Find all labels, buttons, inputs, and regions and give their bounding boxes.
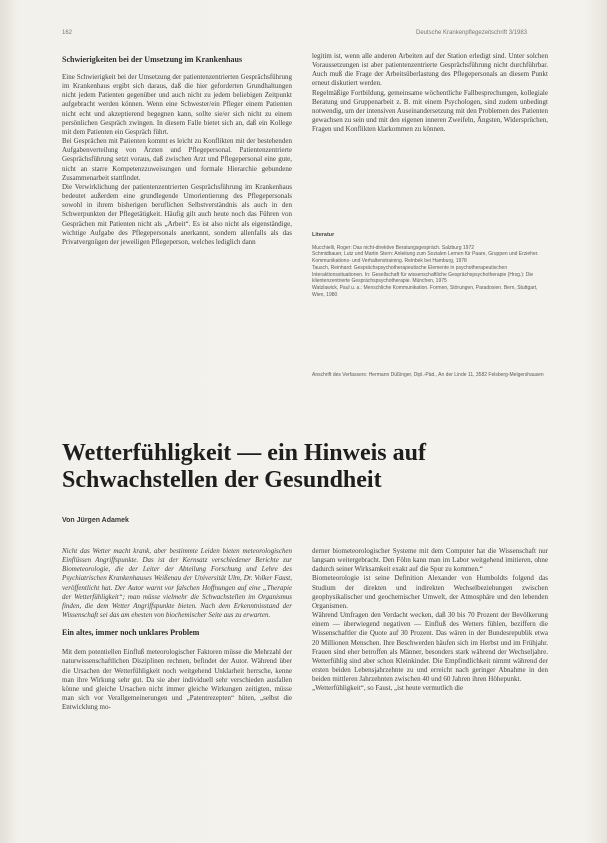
article2-subheading: Ein altes, immer noch unklares Problem bbox=[62, 628, 200, 638]
reference-item: Watzlawick, Paul u. a.: Menschliche Kommunikation. Formen, Störungen, Paradoxien. Bern, Stuttgart, Wien, 1980 bbox=[312, 284, 538, 298]
article2-column-2 bbox=[312, 547, 548, 694]
literature-heading: Literatur bbox=[312, 232, 335, 238]
author-address: Anschrift des Verfassers: Hermann Düßinger, Dipl.-Päd., An der Linde 11, 3582 Felsberg-Melgershausen bbox=[312, 372, 544, 378]
article2-col2-paragraph: derner biometeorologischer Systeme mit dem Computer hat die Wissenschaft nur langsam weitergebracht. Den Föhn kann man im Labor weitgehend imitieren, ohne dadurch seiner Wirksamkeit exakt auf die Spur zu kommen.“ bbox=[312, 547, 548, 574]
article2-column-1 bbox=[62, 547, 292, 712]
article1-column-2 bbox=[312, 52, 548, 134]
article2-col1-body: Mit dem potentiellen Einfluß meteorologischer Faktoren müsse die Mehrzahl der naturwissenschaftlichen Disziplinen rechnen, befindet der Autor. Während über die Ursachen der Wetterfühligkeit noch weitgehend Unklarheit herrsche, kenne man ihre Wirkung sehr gut. Da sie aber individuell sehr verschieden ausfallen könne und gleiche Ursachen nicht immer gleiche Wirkungen zeitigten, müsse man sich vor Verallgemeinerungen und „Patentrezepten“ hüten, „selbst die Entwicklung mo- bbox=[62, 648, 292, 712]
article1-col1-paragraph: Bei Gesprächen mit Patienten kommt es leicht zu Konflikten mit der bestehenden Aufgabenverteilung von Ärzten und Pflegepersonal. Patientenzentrierte Gesprächsführung setzt voraus, daß zwischen Arzt und Pflegepersonal eine gute, nicht an starre Kompetenzzuweisungen und formale Hierarchie gebundene Zusammenarbeit stattfindet. bbox=[62, 137, 292, 182]
running-header: Deutsche Krankenpflegezeitschrift 3/1983 bbox=[416, 30, 528, 36]
article2-col2-paragraph: Während Umfragen den Verdacht wecken, daß 30 bis 70 Prozent der Bevölkerung einem — überwiegend negativen — Einfluß des Wetters fühlen, beziffern die Wissenschaftler die Quote auf 30 Prozent. Das wären in der Bundesrepublik etwa 20 Millionen Menschen. Ihre Beschwerden häufen sich im Herbst und im Frühjahr. Frauen sind eher betroffen als Männer, besonders stark während der Wechseljahre. Wetterfühlig sind aber schon Kleinkinder. Die Empfindlichkeit nimmt während der ersten beiden Lebensjahrzehnte zu und erreicht nach geringer Abnahme in den beiden mittleren Jahrzehnten zwischen 40 und 60 Jahren ihren Höhepunkt. bbox=[312, 611, 548, 684]
article1-column-1 bbox=[62, 55, 292, 247]
article-byline: Von Jürgen Adamek bbox=[62, 517, 129, 524]
reference-item: Schmidbauer, Lutz und Martin Stern: Anleitung zum Sozialen Lernen für Paare, Gruppen und Erzieher. Kommunikations- und Verhaltenstraining. Reinbek bei Hamburg, 1978 bbox=[312, 251, 539, 265]
article2-col2-paragraph: Biometeorologie ist seine Definition Alexander von Humboldts folgend das Studium der direkten und indirekten Wechselbeziehungen zwischen geophysikalischer und geochemischer Umwelt, der Atmosphäre und den lebenden Organismen. bbox=[312, 574, 548, 610]
article1-subheading: Schwierigkeiten bei der Umsetzung im Krankenhaus bbox=[62, 55, 243, 64]
article1-col2-paragraph: Regelmäßige Fortbildung, gemeinsame wöchentliche Fallbesprechungen, kollegiale Beratung und Gruppenarbeit z. B. mit einem Psychologen, sind zudem unbedingt notwendig, um der intensiven Auseinandersetzung mit den Problemen des Patienten gewachsen zu sein und mit den eigenen inneren Zweifeln, Ängsten, Widersprüchen, Fragen und Konflikten klarkommen zu können. bbox=[312, 88, 548, 134]
reference-item: Tausch, Reinhard: Gesprächspsychotherapeutische Elemente in psychotherapeutischen Interaktionssituationen. In: Gesellschaft für wissenschaftliche Gesprächspsychotherapie (Hrsg.): Die klientenzentrierte Gesprächspsychotherapie. München, 1975 bbox=[312, 264, 534, 285]
article-title: Wetterfühligkeit — ein Hinweis auf Schwachstellen der Gesundheit bbox=[62, 440, 426, 493]
literature-section bbox=[312, 232, 548, 298]
article2-col2-paragraph: „Wetterfühligkeit“, so Faust, „ist heute vermutlich die bbox=[312, 684, 464, 693]
article1-col1-paragraph: Die Verwirklichung der patientenzentrierten Gesprächsführung im Krankenhaus bedeutet außerdem eine grundlegende Umorientierung des Pflegepersonals sowohl in ihrem bisherigen beruflichen Selbstverständnis als auch in den Schwerpunkten der Pflegetätigkeit. Häufig gilt auch heute noch das Führen von Gesprächen mit Patienten nicht als „Arbeit“. Es ist also nicht als eigenständige, wichtige Aufgabe des Pflegepersonals anerkannt, sondern allenfalls als das Privatvergnügen der jeweiligen Pflegeperson, welches lediglich dann bbox=[62, 182, 292, 246]
page-number: 162 bbox=[62, 30, 73, 36]
article1-col1-paragraph: Eine Schwierigkeit bei der Umsetzung der patientenzentrierten Gesprächsführung im Krankenhaus ergibt sich daraus, daß die hier geforderten Grundhaltungen nicht jedem Patienten gegenüber und auch nicht zu jedem beliebigen Zeitpunkt aufgebracht werden können. Wenn eine Schwester/ein Pfleger einem Patienten nicht echt und akzeptierend begegnen kann, sollte sie/er sich nicht zu einem persönlichen Gespräch zwingen. In diesem Falle bietet sich an, daß ein Kollege mit dem Patienten ein Gespräch führt. bbox=[62, 73, 292, 136]
reference-item: Mucchielli, Roger: Das nicht-direktive Beratungsgespräch. Salzburg 1972 bbox=[312, 244, 475, 251]
article-intro: Nicht das Wetter macht krank, aber bestimmte Leiden bieten meteorologischen Einflüssen Angriffspunkte. Das ist der Kernsatz verschiedener Berichte zur Biometeorologie, die der Leiter der Abteilung Forschung und Lehre des Psychiatrischen Krankenhauses Weißenau der Universität Ulm, Dr. Volker Faust, veröffentlicht hat. Der Autor warnt vor falschen Hoffnungen auf eine „Therapie der Wetterfühligkeit“; man müsse vielmehr die Schwachstellen im Organismus finden, die dem Wetter Angriffspunkte bieten. Nach dem Erkenntnisstand der Wissenschaft sei das am ehesten von biochemischer Seite aus zu erwarten. bbox=[62, 547, 292, 620]
article1-col2-paragraph: legitim ist, wenn alle anderen Arbeiten auf der Station erledigt sind. Unter solchen Voraussetzungen ist aber patientenzentrierte Gesprächsführung nicht durchführbar. Auch muß die Frage der Arbeitsüberlastung des Pflegepersonals an diesem Punkt erneut diskutiert werden. bbox=[312, 52, 548, 88]
